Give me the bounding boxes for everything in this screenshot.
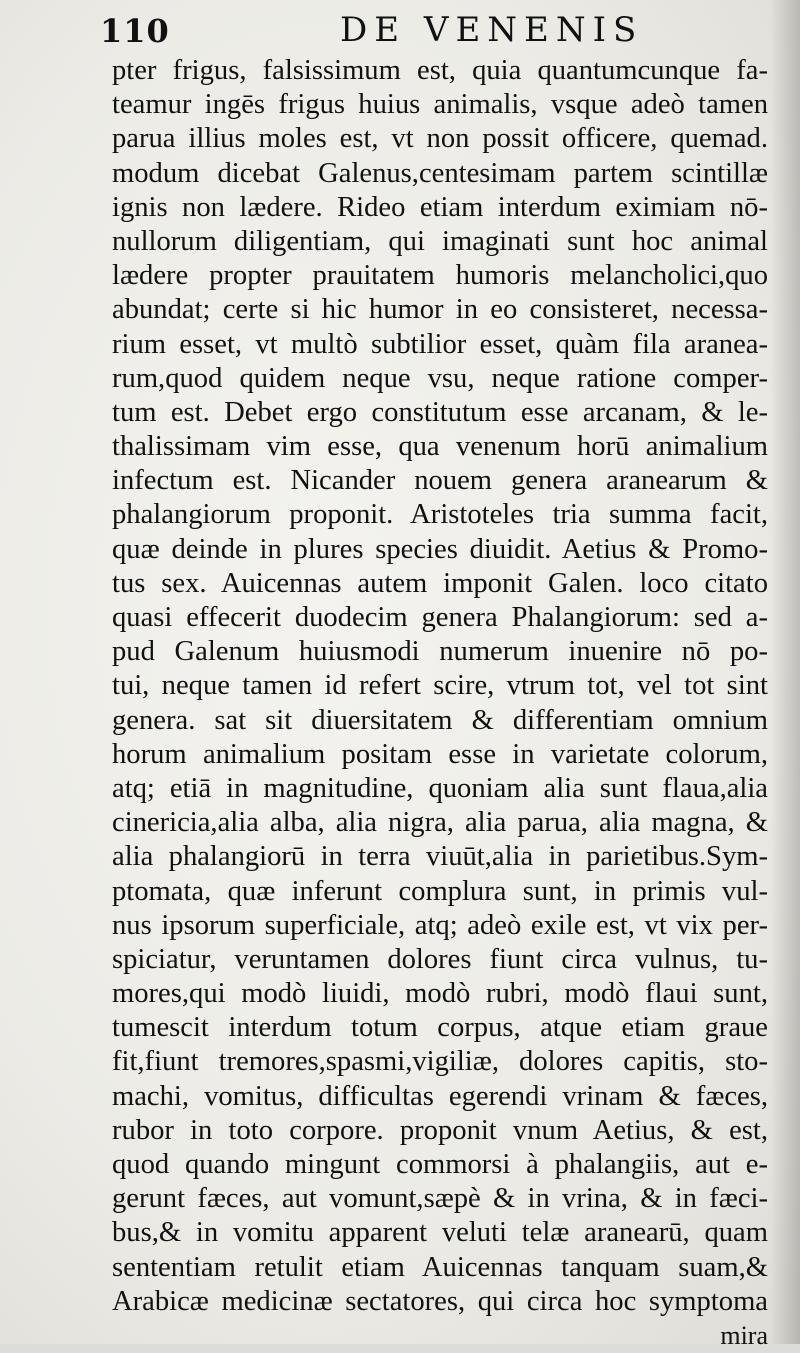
text-line: nullorum diligentiam, qui imaginati sunt hoc animal: [112, 225, 768, 257]
text-line: tum est. Debet ergo constitutum esse arcanam, & le-: [112, 396, 768, 428]
text-line: rium esset, vt multò subtilior esset, quàm fila aranea-: [112, 328, 768, 360]
text-line: fit,fiunt tremores,spasmi,vigiliæ, dolores capitis, sto-: [112, 1046, 768, 1078]
text-line: gerunt fæces, aut vomunt,sæpè & in vrina, & in fæci-: [112, 1183, 768, 1215]
text-line: teamur ingēs frigus huius animalis, vsque adeò tamen: [112, 89, 768, 121]
text-line: parua illius moles est, vt non possit officere, quemad.: [112, 123, 768, 155]
text-line: tui, neque tamen id refert scire, vtrum tot, vel tot sint: [112, 670, 768, 702]
text-line: rubor in toto corpore. proponit vnum Aetius, & est,: [112, 1114, 768, 1146]
text-line: mores,qui modò liuidi, modò rubri, modò flaui sunt,: [112, 978, 768, 1010]
text-line: quasi effecerit duodecim genera Phalangiorum: sed a-: [112, 602, 768, 633]
text-line: tumescit interdum totum corpus, atque etiam graue: [112, 1012, 768, 1044]
text-line: machi, vomitus, difficultas egerendi vrinam & fæces,: [112, 1080, 768, 1112]
catchword: mira: [720, 1320, 768, 1350]
text-line: thalissimam vim esse, qua venenum horū animalium: [112, 431, 768, 463]
text-line: alia phalangiorū in terra viuūt,alia in parietibus.Sym-: [112, 841, 768, 873]
text-line: modum dicebat Galenus,centesimam partem scintillæ: [112, 157, 768, 189]
text-line: quæ deinde in plures species diuidit. Aetius & Promo-: [112, 533, 768, 565]
text-line: pter frigus, falsissimum est, quia quantumcunque fa-: [112, 55, 768, 86]
text-line: quod quando mingunt commorsi à phalangiis, aut e-: [112, 1149, 768, 1180]
text-line: lædere propter prauitatem humoris melancholici,quo: [112, 260, 768, 292]
body-text: [112, 54, 768, 1353]
text-line: abundat; certe si hic humor in eo consisteret, necessa-: [112, 294, 768, 326]
text-line: infectum est. Nicander nouem genera aranearum &: [112, 465, 768, 497]
text-line: ptomata, quæ inferunt complura sunt, in primis vul-: [112, 875, 768, 907]
text-line: pud Galenum huiusmodi numerum inuenire nō po-: [112, 636, 768, 668]
text-line: sententiam retulit etiam Auicennas tanquam suam,&: [112, 1251, 768, 1283]
text-line: Arabicæ medicinæ sectatores, qui circa hoc symptoma: [112, 1285, 768, 1317]
running-head: DE VENENIS: [340, 10, 644, 50]
text-line: tus sex. Auicennas autem imponit Galen. loco citato: [112, 567, 768, 599]
page-number: 110: [100, 12, 170, 50]
text-line: rum,quod quidem neque vsu, neque ratione comper-: [112, 362, 768, 394]
text-line: ignis non lædere. Rideo etiam interdum eximiam nō-: [112, 191, 768, 223]
text-line: phalangiorum proponit. Aristoteles tria summa facit,: [112, 499, 768, 531]
page-header: [100, 10, 760, 54]
text-line: bus,& in vomitu apparent veluti telæ aranearū, quam: [112, 1217, 768, 1249]
text-line: atq; etiā in magnitudine, quoniam alia sunt flaua,alia: [112, 772, 768, 804]
text-line: nus ipsorum superficiale, atq; adeò exile est, vt vix per-: [112, 909, 768, 941]
text-line: cinericia,alia alba, alia nigra, alia parua, alia magna, &: [112, 807, 768, 839]
text-line: spiciatur, veruntamen dolores fiunt circa vulnus, tu-: [112, 943, 768, 975]
page-edge-shadow: [770, 0, 800, 1344]
text-line: genera. sat sit diuersitatem & differentiam omnium: [112, 704, 768, 736]
text-line: horum animalium positam esse in varietate colorum,: [112, 738, 768, 770]
